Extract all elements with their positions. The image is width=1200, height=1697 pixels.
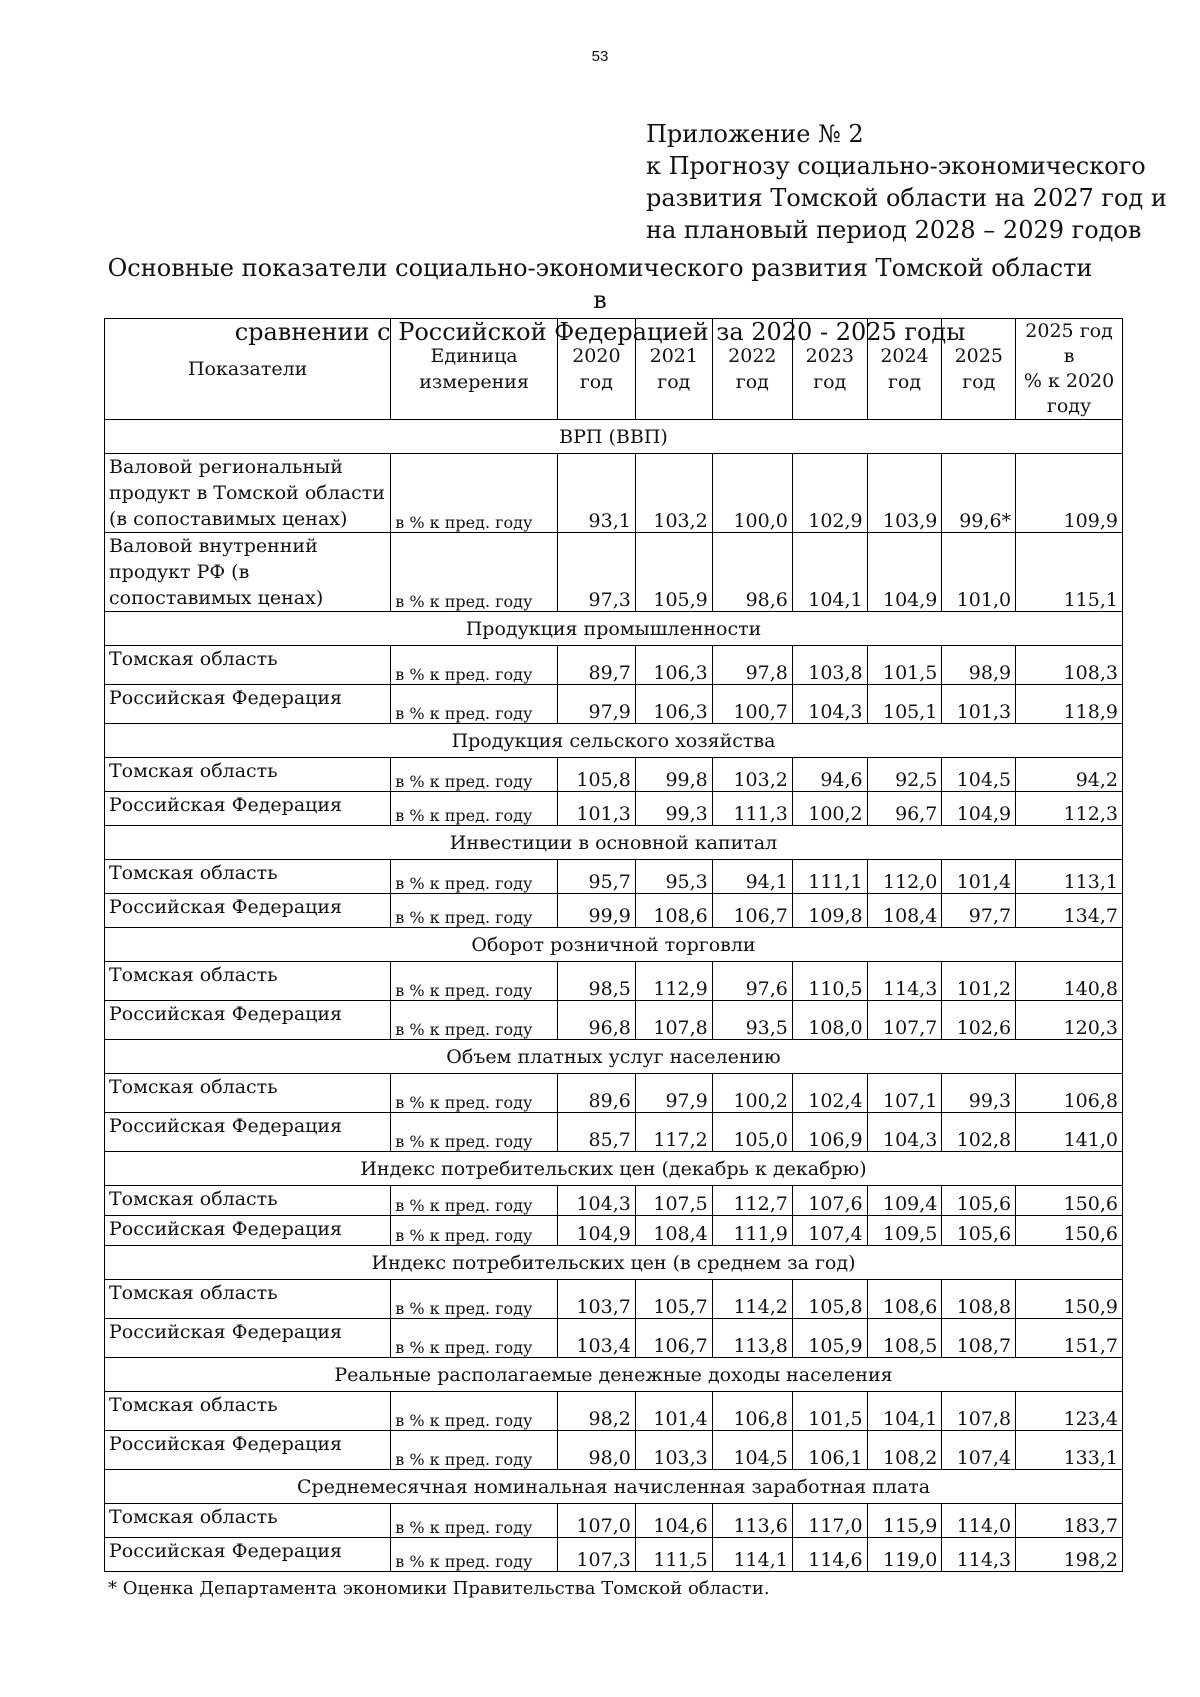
section-header-row: [105, 1152, 1123, 1186]
header-year: [867, 319, 942, 420]
table-row: [105, 685, 1123, 724]
value-year-cell: 97,9: [557, 685, 635, 724]
table-row: [105, 1392, 1123, 1431]
title-line: Основные показатели социально-экономического развития Томской области в: [107, 254, 1093, 314]
value-year-cell: 113,8: [712, 1319, 792, 1358]
section-title: Среднемесячная номинальная начисленная заработная плата: [105, 1470, 1123, 1504]
header-unit-line: Единица: [430, 345, 518, 367]
appendix-line: к Прогнозу социально-экономического: [646, 152, 1146, 180]
row-unit: в % к пред. году: [391, 1280, 558, 1319]
section-title: Продукция промышленности: [105, 612, 1123, 646]
value-year-cell: 101,4: [635, 1392, 712, 1431]
value-year-cell: 104,3: [792, 685, 867, 724]
value-year-cell: 103,4: [557, 1319, 635, 1358]
section-title: Индекс потребительских цен (в среднем за год): [105, 1246, 1123, 1280]
value-year-cell: 115,9: [867, 1504, 942, 1538]
value-year-cell: 107,6: [792, 1186, 867, 1216]
value-year-cell: 99,6*: [942, 454, 1016, 533]
value-2025-vs-2020: 106,8: [1016, 1074, 1123, 1113]
header-unit: [391, 319, 558, 420]
row-indicator-name: Томская область: [105, 1186, 391, 1216]
value-year-cell: 114,2: [712, 1280, 792, 1319]
table-row: [105, 1504, 1123, 1538]
appendix-heading: [646, 118, 1166, 246]
value-year-cell: 89,7: [557, 646, 635, 685]
header-year-number: 2022: [728, 345, 777, 367]
value-2025-vs-2020: 112,3: [1016, 792, 1123, 826]
row-unit: в % к пред. году: [391, 1504, 558, 1538]
header-year-number: 2021: [649, 345, 698, 367]
table-row: [105, 860, 1123, 894]
section-header-row: [105, 1246, 1123, 1280]
section-header-row: [105, 612, 1123, 646]
value-year-cell: 114,1: [712, 1538, 792, 1572]
value-year-cell: 107,8: [942, 1392, 1016, 1431]
row-indicator-name: Российская Федерация: [105, 685, 391, 724]
value-year-cell: 97,7: [942, 894, 1016, 928]
row-unit: в % к пред. году: [391, 1001, 558, 1040]
value-2025-vs-2020: 141,0: [1016, 1113, 1123, 1152]
header-year-word: год: [735, 371, 769, 393]
value-year-cell: 111,9: [712, 1216, 792, 1246]
row-indicator-name: Томская область: [105, 646, 391, 685]
value-year-cell: 95,3: [635, 860, 712, 894]
value-year-cell: 103,3: [635, 1431, 712, 1470]
row-unit: в % к пред. году: [391, 894, 558, 928]
row-indicator-name: Российская Федерация: [105, 1319, 391, 1358]
section-title: Оборот розничной торговли: [105, 928, 1123, 962]
value-2025-vs-2020: 183,7: [1016, 1504, 1123, 1538]
value-year-cell: 101,2: [942, 962, 1016, 1001]
value-year-cell: 98,6: [712, 533, 792, 612]
header-year-word: год: [962, 371, 996, 393]
value-year-cell: 108,6: [635, 894, 712, 928]
title-line: сравнении с Российской Федерацией за 2020 - 2025 годы: [234, 318, 966, 346]
value-year-cell: 97,3: [557, 533, 635, 612]
value-year-cell: 112,7: [712, 1186, 792, 1216]
value-2025-vs-2020: 151,7: [1016, 1319, 1123, 1358]
row-unit: в % к пред. году: [391, 1113, 558, 1152]
header-indicator: Показатели: [105, 319, 391, 420]
row-indicator-name: Томская область: [105, 962, 391, 1001]
value-2025-vs-2020: 140,8: [1016, 962, 1123, 1001]
row-indicator-name: Российская Федерация: [105, 1216, 391, 1246]
value-year-cell: 111,5: [635, 1538, 712, 1572]
table-body: [105, 420, 1123, 1572]
section-header-row: [105, 1358, 1123, 1392]
value-year-cell: 105,6: [942, 1186, 1016, 1216]
value-2025-vs-2020: 120,3: [1016, 1001, 1123, 1040]
value-year-cell: 102,4: [792, 1074, 867, 1113]
value-year-cell: 99,8: [635, 758, 712, 792]
value-year-cell: 114,3: [942, 1538, 1016, 1572]
value-year-cell: 113,6: [712, 1504, 792, 1538]
value-year-cell: 106,7: [712, 894, 792, 928]
page-number: 53: [591, 48, 609, 65]
value-year-cell: 105,7: [635, 1280, 712, 1319]
value-year-cell: 114,3: [867, 962, 942, 1001]
table-header-row: [105, 319, 1123, 420]
value-year-cell: 109,4: [867, 1186, 942, 1216]
section-title: Индекс потребительских цен (декабрь к декабрю): [105, 1152, 1123, 1186]
value-year-cell: 94,6: [792, 758, 867, 792]
header-year-word: год: [657, 371, 691, 393]
table-row: [105, 1001, 1123, 1040]
value-year-cell: 97,8: [712, 646, 792, 685]
header-year-word: год: [813, 371, 847, 393]
value-year-cell: 106,9: [792, 1113, 867, 1152]
header-year: [942, 319, 1016, 420]
value-year-cell: 119,0: [867, 1538, 942, 1572]
value-year-cell: 107,7: [867, 1001, 942, 1040]
table-row: [105, 1216, 1123, 1246]
value-year-cell: 103,8: [792, 646, 867, 685]
row-indicator-name: Томская область: [105, 1280, 391, 1319]
header-year: [792, 319, 867, 420]
value-2025-vs-2020: 118,9: [1016, 685, 1123, 724]
value-year-cell: 109,8: [792, 894, 867, 928]
header-year: [712, 319, 792, 420]
value-year-cell: 106,3: [635, 685, 712, 724]
value-year-cell: 98,5: [557, 962, 635, 1001]
value-year-cell: 101,4: [942, 860, 1016, 894]
value-2025-vs-2020: 109,9: [1016, 454, 1123, 533]
value-2025-vs-2020: 115,1: [1016, 533, 1123, 612]
value-year-cell: 108,4: [867, 894, 942, 928]
value-year-cell: 107,3: [557, 1538, 635, 1572]
row-unit: в % к пред. году: [391, 792, 558, 826]
header-pct-line: 2025 год в: [1025, 320, 1113, 367]
value-year-cell: 104,9: [942, 792, 1016, 826]
row-unit: в % к пред. году: [391, 1074, 558, 1113]
value-year-cell: 99,3: [635, 792, 712, 826]
value-year-cell: 100,0: [712, 454, 792, 533]
value-year-cell: 104,5: [942, 758, 1016, 792]
value-year-cell: 101,5: [867, 646, 942, 685]
value-2025-vs-2020: 123,4: [1016, 1392, 1123, 1431]
value-year-cell: 106,8: [712, 1392, 792, 1431]
row-unit: в % к пред. году: [391, 1392, 558, 1431]
row-indicator-name: Российская Федерация: [105, 894, 391, 928]
table-row: [105, 792, 1123, 826]
row-indicator-name: Российская Федерация: [105, 792, 391, 826]
value-year-cell: 105,6: [942, 1216, 1016, 1246]
value-year-cell: 105,8: [557, 758, 635, 792]
section-title: Объем платных услуг населению: [105, 1040, 1123, 1074]
header-year: [557, 319, 635, 420]
table-row: [105, 1186, 1123, 1216]
row-unit: в % к пред. году: [391, 646, 558, 685]
section-header-row: [105, 724, 1123, 758]
row-indicator-name: Российская Федерация: [105, 1113, 391, 1152]
row-unit: в % к пред. году: [391, 1216, 558, 1246]
appendix-line: на плановый период 2028 – 2029 годов: [646, 216, 1142, 244]
value-year-cell: 109,5: [867, 1216, 942, 1246]
header-year-number: 2023: [805, 345, 854, 367]
row-unit: в % к пред. году: [391, 962, 558, 1001]
row-unit: в % к пред. году: [391, 860, 558, 894]
row-indicator-name: Валовой региональный продукт в Томской области (в сопоставимых ценах): [105, 454, 391, 533]
value-year-cell: 100,2: [792, 792, 867, 826]
value-year-cell: 103,7: [557, 1280, 635, 1319]
value-2025-vs-2020: 133,1: [1016, 1431, 1123, 1470]
row-indicator-name: Валовой внутренний продукт РФ (в сопоставимых ценах): [105, 533, 391, 612]
value-year-cell: 104,3: [557, 1186, 635, 1216]
value-year-cell: 103,2: [635, 454, 712, 533]
value-year-cell: 101,5: [792, 1392, 867, 1431]
section-title: Продукция сельского хозяйства: [105, 724, 1123, 758]
value-year-cell: 94,1: [712, 860, 792, 894]
value-year-cell: 108,8: [942, 1280, 1016, 1319]
value-year-cell: 103,9: [867, 454, 942, 533]
row-unit: в % к пред. году: [391, 1538, 558, 1572]
row-indicator-name: Российская Федерация: [105, 1538, 391, 1572]
value-year-cell: 95,7: [557, 860, 635, 894]
row-indicator-name: Томская область: [105, 1392, 391, 1431]
table-row: [105, 1319, 1123, 1358]
value-year-cell: 106,1: [792, 1431, 867, 1470]
value-year-cell: 98,2: [557, 1392, 635, 1431]
value-year-cell: 104,3: [867, 1113, 942, 1152]
value-year-cell: 105,9: [792, 1319, 867, 1358]
value-2025-vs-2020: 150,9: [1016, 1280, 1123, 1319]
value-year-cell: 101,3: [942, 685, 1016, 724]
value-year-cell: 107,5: [635, 1186, 712, 1216]
section-header-row: [105, 826, 1123, 860]
value-year-cell: 92,5: [867, 758, 942, 792]
value-year-cell: 101,3: [557, 792, 635, 826]
row-unit: в % к пред. году: [391, 1431, 558, 1470]
value-year-cell: 100,7: [712, 685, 792, 724]
value-year-cell: 108,7: [942, 1319, 1016, 1358]
value-2025-vs-2020: 94,2: [1016, 758, 1123, 792]
section-header-row: [105, 1470, 1123, 1504]
value-2025-vs-2020: 150,6: [1016, 1186, 1123, 1216]
value-year-cell: 111,1: [792, 860, 867, 894]
header-year-number: 2020: [572, 345, 621, 367]
row-unit: в % к пред. году: [391, 1319, 558, 1358]
value-year-cell: 117,0: [792, 1504, 867, 1538]
value-2025-vs-2020: 198,2: [1016, 1538, 1123, 1572]
value-year-cell: 106,3: [635, 646, 712, 685]
value-year-cell: 98,0: [557, 1431, 635, 1470]
table-row: [105, 758, 1123, 792]
value-year-cell: 102,6: [942, 1001, 1016, 1040]
value-year-cell: 107,8: [635, 1001, 712, 1040]
value-year-cell: 89,6: [557, 1074, 635, 1113]
value-year-cell: 105,0: [712, 1113, 792, 1152]
value-year-cell: 99,3: [942, 1074, 1016, 1113]
value-year-cell: 108,6: [867, 1280, 942, 1319]
appendix-line: Приложение № 2: [646, 120, 864, 148]
section-header-row: [105, 1040, 1123, 1074]
value-year-cell: 104,1: [792, 533, 867, 612]
value-year-cell: 110,5: [792, 962, 867, 1001]
row-indicator-name: Томская область: [105, 860, 391, 894]
value-year-cell: 100,2: [712, 1074, 792, 1113]
table-row: [105, 1538, 1123, 1572]
header-year-word: год: [579, 371, 613, 393]
row-indicator-name: Томская область: [105, 758, 391, 792]
value-year-cell: 112,0: [867, 860, 942, 894]
value-year-cell: 114,0: [942, 1504, 1016, 1538]
table-row: [105, 1280, 1123, 1319]
value-year-cell: 93,1: [557, 454, 635, 533]
header-year-number: 2024: [880, 345, 929, 367]
value-year-cell: 105,8: [792, 1280, 867, 1319]
value-year-cell: 104,9: [867, 533, 942, 612]
value-2025-vs-2020: 108,3: [1016, 646, 1123, 685]
section-title: Реальные располагаемые денежные доходы населения: [105, 1358, 1123, 1392]
value-year-cell: 108,5: [867, 1319, 942, 1358]
table-row: [105, 646, 1123, 685]
footnote: * Оценка Департамента экономики Правительства Томской области.: [108, 1578, 770, 1599]
value-year-cell: 108,2: [867, 1431, 942, 1470]
value-year-cell: 105,1: [867, 685, 942, 724]
value-year-cell: 104,6: [635, 1504, 712, 1538]
header-year-number: 2025: [954, 345, 1003, 367]
row-indicator-name: Томская область: [105, 1504, 391, 1538]
value-year-cell: 104,5: [712, 1431, 792, 1470]
table-row: [105, 962, 1123, 1001]
table-row: [105, 1113, 1123, 1152]
table-row: [105, 894, 1123, 928]
value-year-cell: 97,9: [635, 1074, 712, 1113]
value-year-cell: 106,7: [635, 1319, 712, 1358]
table-row: [105, 533, 1123, 612]
value-year-cell: 107,4: [792, 1216, 867, 1246]
row-unit: в % к пред. году: [391, 1186, 558, 1216]
row-unit: в % к пред. году: [391, 533, 558, 612]
value-2025-vs-2020: 134,7: [1016, 894, 1123, 928]
value-year-cell: 107,1: [867, 1074, 942, 1113]
section-title: ВРП (ВВП): [105, 420, 1123, 454]
value-year-cell: 107,4: [942, 1431, 1016, 1470]
appendix-line: развития Томской области на 2027 год и: [646, 184, 1167, 212]
row-indicator-name: Томская область: [105, 1074, 391, 1113]
value-year-cell: 104,1: [867, 1392, 942, 1431]
value-year-cell: 99,9: [557, 894, 635, 928]
row-unit: в % к пред. году: [391, 454, 558, 533]
value-year-cell: 85,7: [557, 1113, 635, 1152]
value-year-cell: 111,3: [712, 792, 792, 826]
header-year-word: год: [887, 371, 922, 393]
value-year-cell: 102,9: [792, 454, 867, 533]
value-year-cell: 96,7: [867, 792, 942, 826]
value-year-cell: 104,9: [557, 1216, 635, 1246]
header-2025-vs-2020: [1016, 319, 1123, 420]
value-2025-vs-2020: 150,6: [1016, 1216, 1123, 1246]
table-row: [105, 1431, 1123, 1470]
indicators-table: [104, 318, 1123, 1572]
section-header-row: [105, 420, 1123, 454]
section-header-row: [105, 928, 1123, 962]
header-unit-line: измерения: [419, 371, 529, 393]
value-year-cell: 105,9: [635, 533, 712, 612]
row-indicator-name: Российская Федерация: [105, 1431, 391, 1470]
value-year-cell: 97,6: [712, 962, 792, 1001]
value-year-cell: 108,0: [792, 1001, 867, 1040]
value-year-cell: 101,0: [942, 533, 1016, 612]
row-unit: в % к пред. году: [391, 685, 558, 724]
table-row: [105, 1074, 1123, 1113]
value-year-cell: 108,4: [635, 1216, 712, 1246]
value-year-cell: 102,8: [942, 1113, 1016, 1152]
value-year-cell: 96,8: [557, 1001, 635, 1040]
header-pct-line: % к 2020: [1023, 370, 1115, 392]
value-year-cell: 107,0: [557, 1504, 635, 1538]
row-unit: в % к пред. году: [391, 758, 558, 792]
section-title: Инвестиции в основной капитал: [105, 826, 1123, 860]
value-year-cell: 117,2: [635, 1113, 712, 1152]
value-year-cell: 93,5: [712, 1001, 792, 1040]
row-indicator-name: Российская Федерация: [105, 1001, 391, 1040]
header-pct-line: году: [1046, 395, 1092, 417]
value-2025-vs-2020: 113,1: [1016, 860, 1123, 894]
value-year-cell: 103,2: [712, 758, 792, 792]
header-year: [635, 319, 712, 420]
value-year-cell: 112,9: [635, 962, 712, 1001]
table-row: [105, 454, 1123, 533]
value-year-cell: 114,6: [792, 1538, 867, 1572]
value-year-cell: 98,9: [942, 646, 1016, 685]
